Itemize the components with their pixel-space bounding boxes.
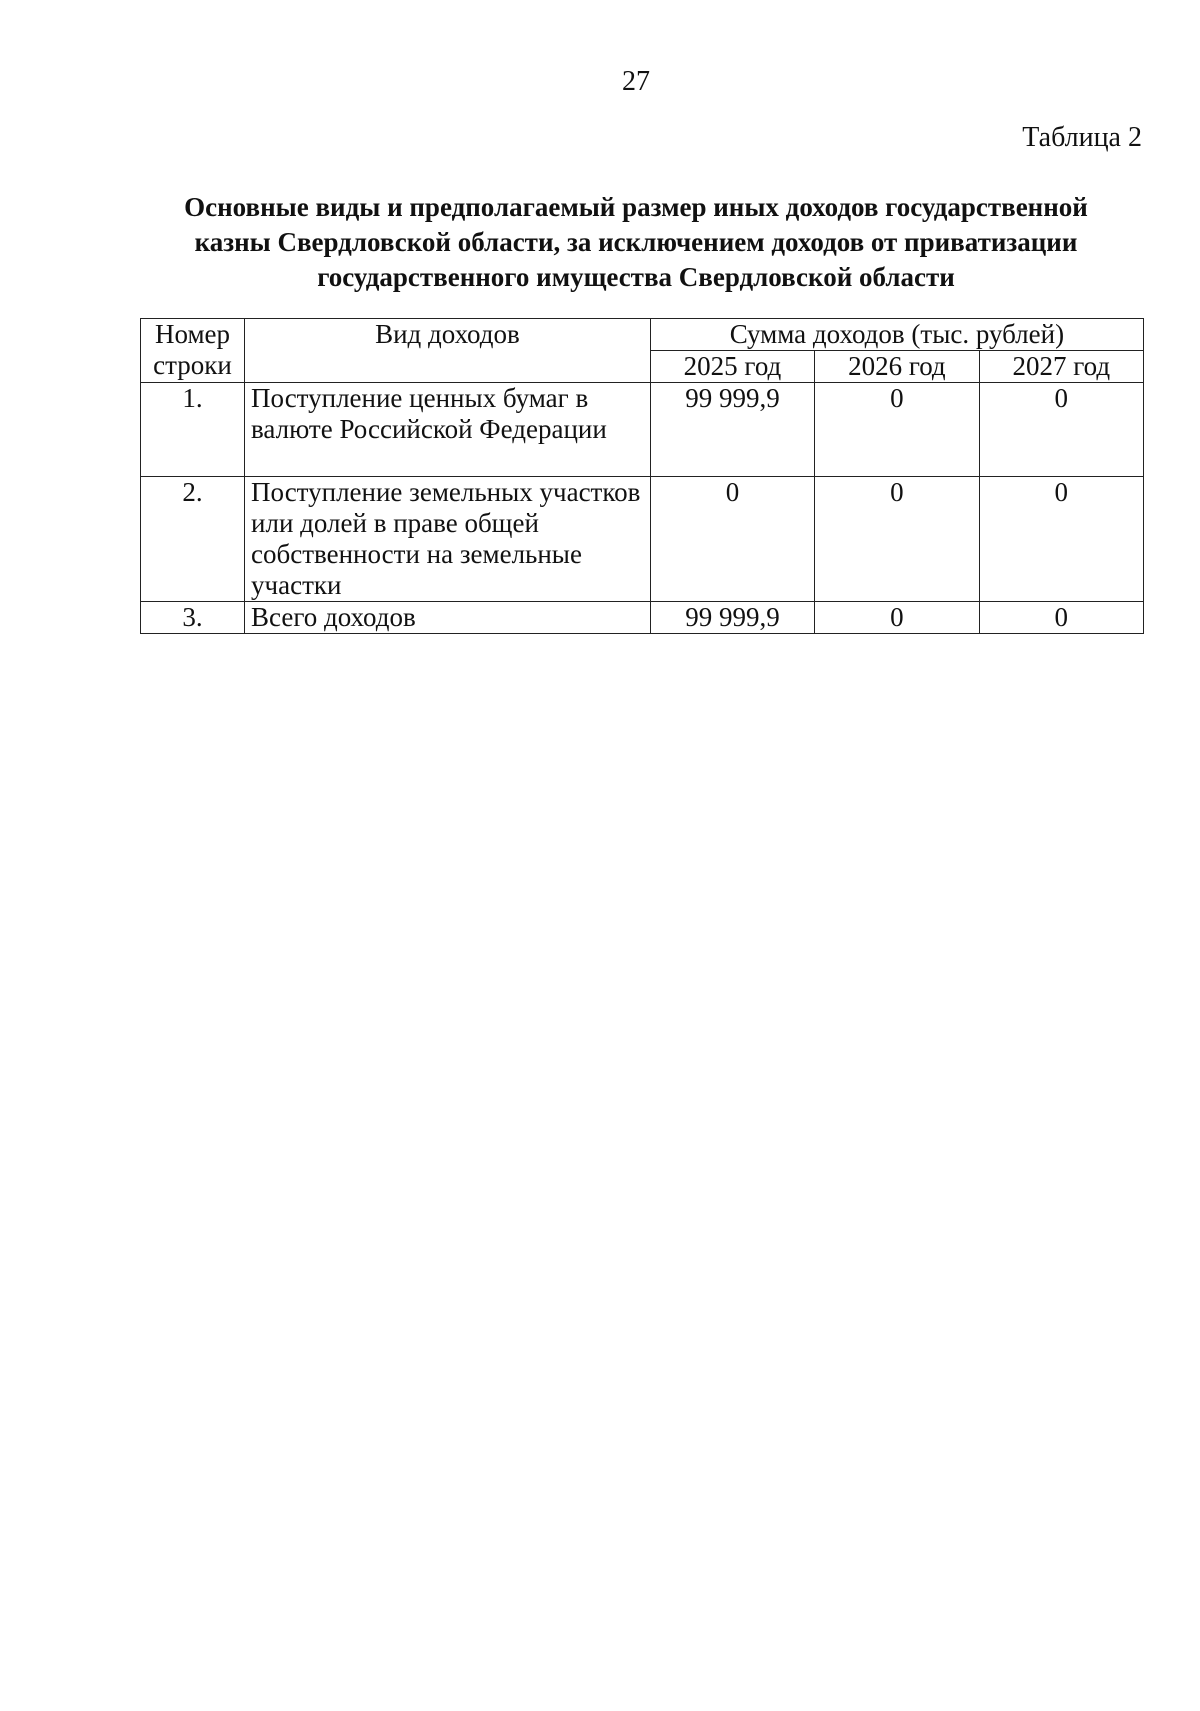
page-number: 27: [622, 66, 650, 97]
income-table: [140, 318, 1144, 634]
document-title: [100, 190, 1172, 295]
header-year-2027: 2027 год: [979, 351, 1143, 383]
income-type-cell: Поступление ценных бумаг в валюте Российской Федерации: [245, 383, 651, 477]
value-2025-cell: 0: [650, 477, 814, 602]
value-2027-cell: 0: [979, 602, 1143, 634]
value-2027-cell: 0: [979, 477, 1143, 602]
row-number-cell: 3.: [141, 602, 245, 634]
value-2025-cell: 99 999,9: [650, 383, 814, 477]
header-row-number-line: Номер: [154, 319, 231, 349]
header-income-type: Вид доходов: [245, 319, 651, 383]
title-line: казны Свердловской области, за исключением доходов от приватизации: [194, 227, 1078, 257]
value-2027-cell: 0: [979, 383, 1143, 477]
header-income-sum: Сумма доходов (тыс. рублей): [650, 319, 1143, 351]
header-row-number-line: строки: [153, 350, 232, 380]
header-year-2025: 2025 год: [650, 351, 814, 383]
income-type-cell: Поступление земельных участков или долей в праве общей собственности на земельные участки: [245, 477, 651, 602]
value-2026-cell: 0: [815, 602, 979, 634]
title-line: государственного имущества Свердловской области: [317, 262, 955, 292]
income-type-cell: Всего доходов: [245, 602, 651, 634]
table-label: Таблица 2: [1022, 122, 1142, 153]
table-row: [141, 477, 1144, 602]
header-row-number: [141, 319, 245, 383]
table-row: [141, 602, 1144, 634]
value-2026-cell: 0: [815, 477, 979, 602]
table-row: [141, 383, 1144, 477]
header-year-2026: 2026 год: [815, 351, 979, 383]
row-number-cell: 1.: [141, 383, 245, 477]
row-number-cell: 2.: [141, 477, 245, 602]
title-line: Основные виды и предполагаемый размер иных доходов государственной: [184, 192, 1088, 222]
value-2026-cell: 0: [815, 383, 979, 477]
value-2025-cell: 99 999,9: [650, 602, 814, 634]
